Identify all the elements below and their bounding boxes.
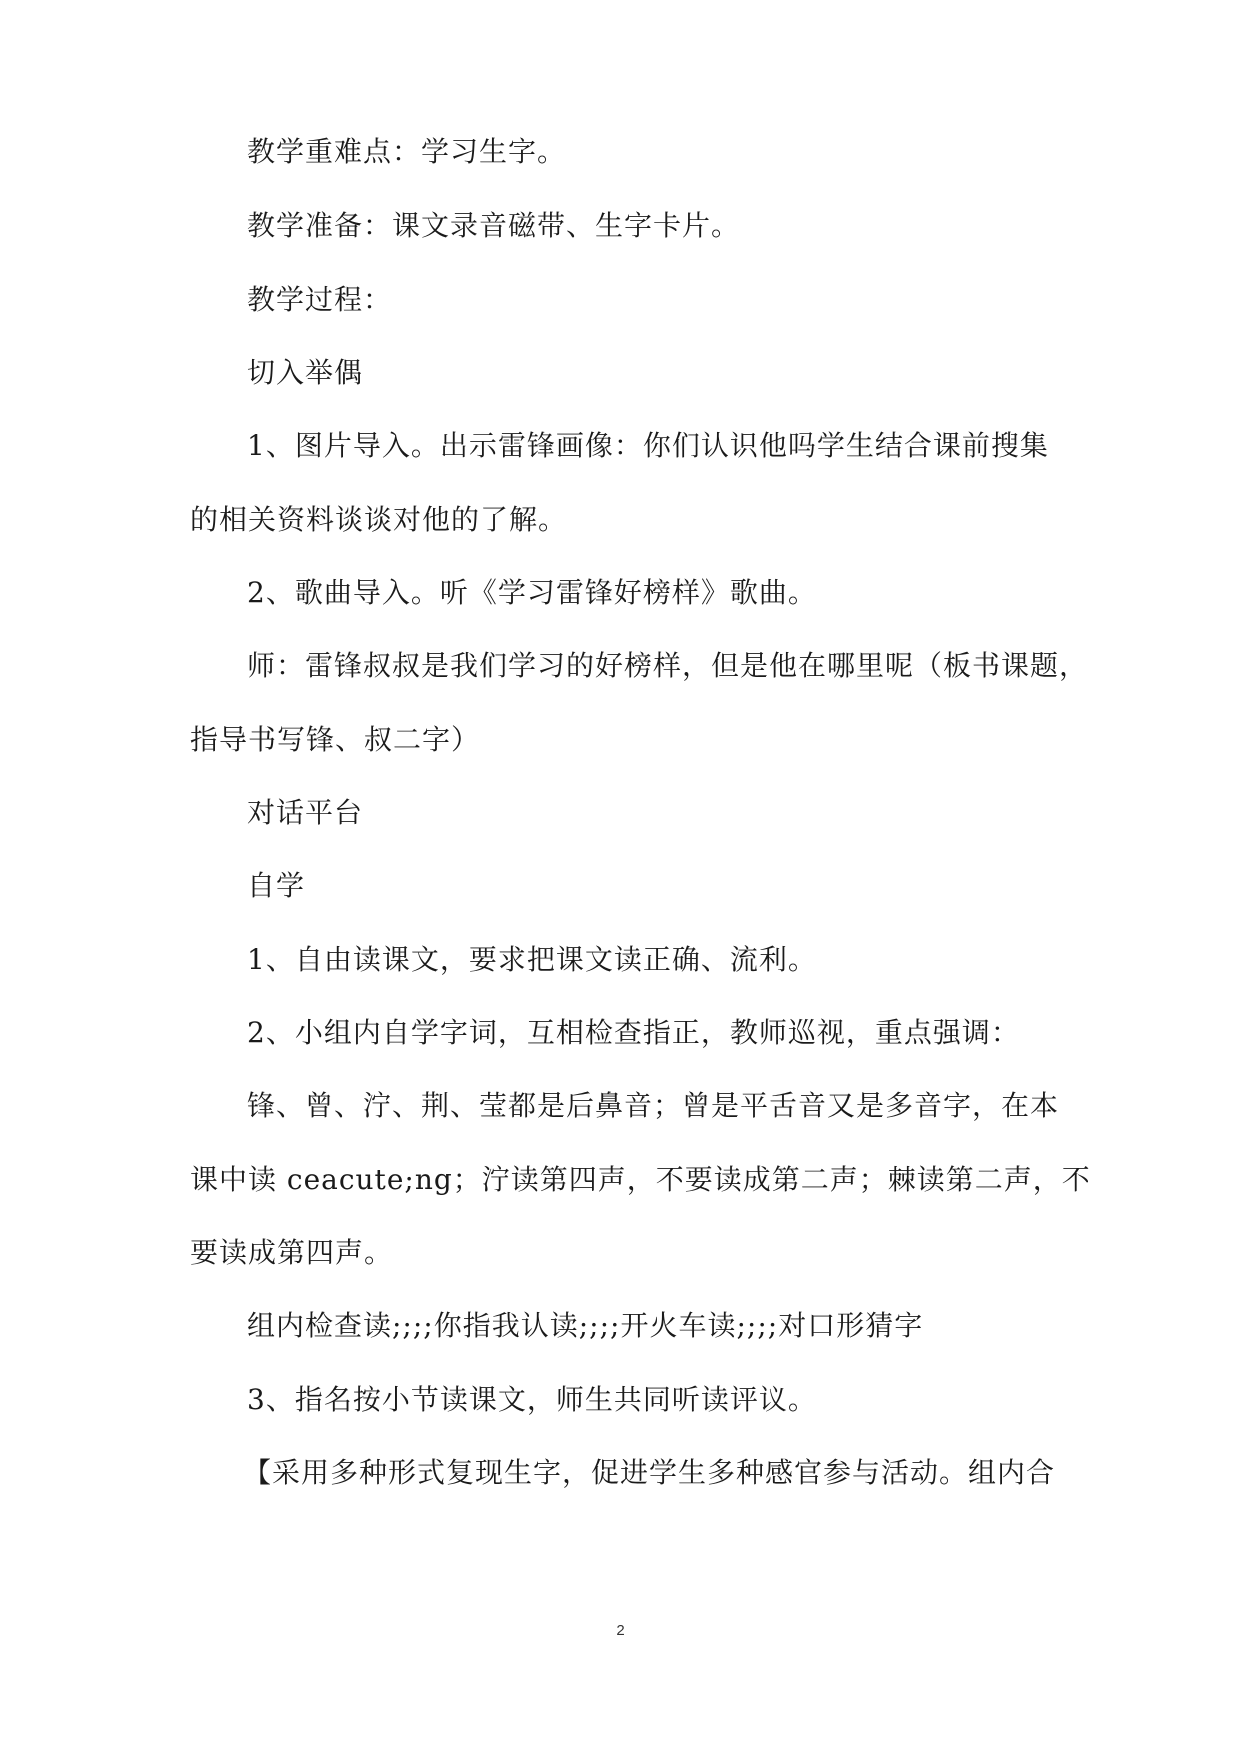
paragraph-preparation: 教学准备：课文录音磁带、生字卡片。 xyxy=(247,209,741,242)
paragraph-phonetics-line-1: 锋、曾、泞、荆、莹都是后鼻音；曾是平舌音又是多音字，在本 xyxy=(247,1089,1060,1122)
heading-introduction: 切入举偶 xyxy=(247,356,364,389)
paragraph-self-study-2: 2、小组内自学字词，互相检查指正，教师巡视，重点强调： xyxy=(247,1016,1020,1049)
heading-self-study: 自学 xyxy=(247,869,306,902)
heading-process: 教学过程： xyxy=(247,283,393,316)
paragraph-phonetics-line-3: 要读成第四声。 xyxy=(190,1236,394,1269)
paragraph-step-1-line-2: 的相关资料谈谈对他的了解。 xyxy=(190,503,568,536)
paragraph-key-points: 教学重难点：学习生字。 xyxy=(247,135,567,168)
paragraph-step-1-line-1: 1、图片导入。出示雷锋画像：你们认识他吗学生结合课前搜集 xyxy=(247,429,1049,462)
paragraph-teacher-line-1: 师：雷锋叔叔是我们学习的好榜样，但是他在哪里呢（板书课题， xyxy=(247,649,1089,682)
paragraph-phonetics-line-2: 课中读 ceacute;ng；泞读第四声，不要读成第二声；棘读第二声，不 xyxy=(190,1163,1091,1196)
paragraph-step-2: 2、歌曲导入。听《学习雷锋好榜样》歌曲。 xyxy=(247,576,817,609)
heading-dialogue: 对话平台 xyxy=(247,796,364,829)
page-number: 2 xyxy=(616,1622,625,1639)
paragraph-group-check: 组内检查读;;;;你指我认读;;;;开火车读;;;;对口形猜字 xyxy=(247,1309,924,1342)
paragraph-self-study-1: 1、自由读课文，要求把课文读正确、流利。 xyxy=(247,943,817,976)
paragraph-note: 【采用多种形式复现生字，促进学生多种感官参与活动。组内合 xyxy=(243,1456,1056,1489)
paragraph-teacher-line-2: 指导书写锋、叔二字） xyxy=(190,723,481,756)
paragraph-self-study-3: 3、指名按小节读课文，师生共同听读评议。 xyxy=(247,1383,817,1416)
